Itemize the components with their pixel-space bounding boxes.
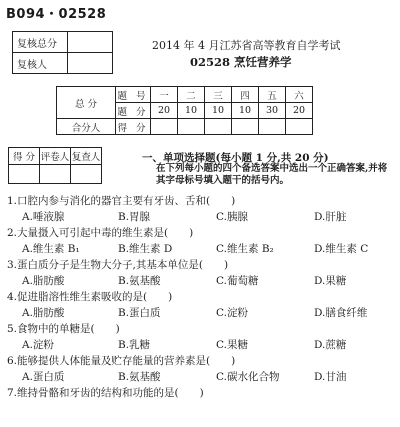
section-number: 六 (286, 87, 313, 103)
reviewer-row-person (13, 53, 113, 74)
grader-person-label: 评卷人 (40, 148, 71, 165)
section-instructions: 在下列每小题的四个备选答案中选出一个正确答案,并将其字母标号填入题干的括号内。 (156, 163, 388, 186)
answer-option: A.脂肪酸 (22, 307, 65, 319)
answer-option: C.碳水化合物 (216, 371, 280, 383)
question-stem: 3.蛋白质分子是生物大分子,其基本单位是( ) (7, 259, 229, 271)
grader-blank-row (9, 165, 102, 184)
answer-option: B.胃腺 (118, 211, 151, 223)
answer-option: B.乳糖 (118, 339, 151, 351)
score-combiner-label: 合分人 (57, 119, 116, 135)
obtained-cell (178, 119, 205, 135)
section-points: 20 (286, 103, 313, 119)
recheck-person-label: 复核人 (13, 53, 68, 74)
section-grader-table (8, 147, 102, 184)
grader-cell (40, 165, 71, 184)
grader-header-row (9, 148, 102, 165)
answer-option: A.唾液腺 (22, 211, 65, 223)
answer-option: A.维生素 B₁ (22, 243, 80, 255)
section-number: 四 (232, 87, 259, 103)
answer-option: A.淀粉 (22, 339, 54, 351)
answer-option: D.肝脏 (314, 211, 347, 223)
answer-option: A.蛋白质 (22, 371, 65, 383)
answer-option: C.胰腺 (216, 211, 248, 223)
answer-option: C.维生素 B₂ (216, 243, 274, 255)
score-row-obtained (57, 119, 313, 135)
exam-title: 2014 年 4 月江苏省高等教育自学考试 (152, 39, 341, 52)
answer-option: D.甘油 (314, 371, 347, 383)
item-number-label: 题 号 (116, 87, 151, 103)
section-title: 一、单项选择题(每小题 1 分,共 20 分) (142, 152, 329, 164)
answer-option: B.氨基酸 (118, 371, 161, 383)
total-score-label: 总 分 (57, 87, 116, 119)
obtained-cell (151, 119, 178, 135)
section-points: 10 (178, 103, 205, 119)
answer-option: A.脂肪酸 (22, 275, 65, 287)
obtained-cell (286, 119, 313, 135)
course-title: 02528 烹饪营养学 (190, 55, 292, 69)
question-stem: 7.维持骨骼和牙齿的结构和功能的是( ) (7, 387, 204, 399)
obtained-cell (232, 119, 259, 135)
section-number: 二 (178, 87, 205, 103)
section-number: 五 (259, 87, 286, 103)
obtained-points-label: 得 分 (116, 119, 151, 135)
answer-option: D.维生素 C (314, 243, 369, 255)
score-row-numbers (57, 87, 313, 103)
section-points: 30 (259, 103, 286, 119)
grader-score-label: 得 分 (9, 148, 40, 165)
recheck-total-cell (68, 32, 113, 53)
obtained-cell (259, 119, 286, 135)
answer-option: B.蛋白质 (118, 307, 161, 319)
reviewer-row-total (13, 32, 113, 53)
question-stem: 5.食物中的单糖是( ) (7, 323, 120, 335)
answer-option: D.果糖 (314, 275, 347, 287)
section-points: 10 (205, 103, 232, 119)
paper-code: B094・02528 (6, 7, 107, 22)
full-points-label: 题 分 (116, 103, 151, 119)
question-stem: 1.口腔内参与消化的器官主要有牙齿、舌和( ) (7, 195, 236, 207)
recheck-total-label: 复核总分 (13, 32, 68, 53)
question-stem: 2.大量摄入可引起中毒的维生素是( ) (7, 227, 194, 239)
question-stem: 4.促进脂溶性维生素吸收的是( ) (7, 291, 173, 303)
section-points: 10 (232, 103, 259, 119)
answer-option: D.蔗糖 (314, 339, 347, 351)
answer-option: C.淀粉 (216, 307, 248, 319)
grader-cell (71, 165, 102, 184)
reviewer-box (12, 31, 113, 74)
answer-option: B.氨基酸 (118, 275, 161, 287)
answer-option: C.葡萄糖 (216, 275, 259, 287)
section-points: 20 (151, 103, 178, 119)
answer-option: D.膳食纤维 (314, 307, 368, 319)
section-number: 三 (205, 87, 232, 103)
question-stem: 6.能够提供人体能量及贮存能量的营养素是( ) (7, 355, 236, 367)
answer-option: C.果糖 (216, 339, 248, 351)
answer-option: B.维生素 D (118, 243, 173, 255)
grader-cell (9, 165, 40, 184)
obtained-cell (205, 119, 232, 135)
grader-checker-label: 复查人 (71, 148, 102, 165)
section-number: 一 (151, 87, 178, 103)
recheck-person-cell (68, 53, 113, 74)
score-table (56, 86, 313, 135)
